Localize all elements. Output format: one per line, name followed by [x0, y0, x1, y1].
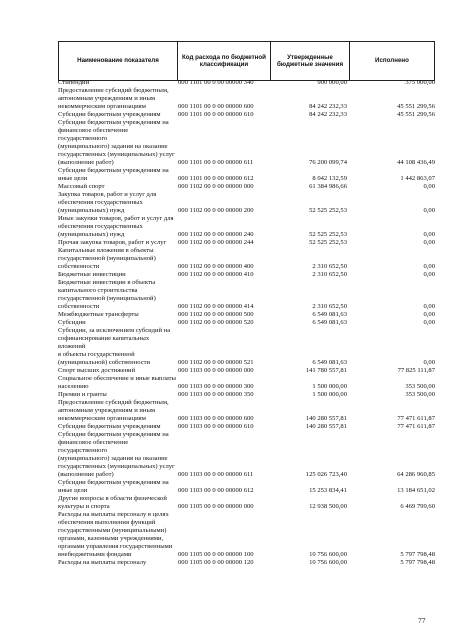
indicator-name: Социальное обеспечение и иные выплаты населению	[58, 375, 176, 390]
executed-value: 0,00	[423, 271, 435, 278]
approved-value: 52 525 252,53	[309, 239, 347, 246]
budget-code: 000 1102 00 0 00 00000 000	[178, 183, 254, 190]
budget-code: 000 1102 00 0 00 00000 200	[178, 207, 254, 214]
budget-code: 000 1103 00 0 00 00000 350	[178, 391, 254, 398]
approved-value: 1 500 000,00	[312, 391, 347, 398]
executed-value: 64 286 960,85	[397, 471, 435, 478]
budget-code: 000 1103 00 0 00 00000 600	[178, 415, 254, 422]
table-row	[58, 423, 435, 431]
executed-value: 77 825 111,87	[397, 367, 435, 374]
approved-value: 1 500 000,00	[312, 383, 347, 390]
approved-value: 125 026 723,40	[305, 471, 347, 478]
indicator-name: Иные закупки товаров, работ и услуг для обеспечения государственных (муниципальных) нужд	[58, 215, 174, 238]
table-body	[58, 79, 435, 567]
table-row	[58, 215, 435, 239]
table-row	[58, 79, 435, 87]
executed-value: 5 797 798,48	[400, 559, 435, 566]
budget-code: 000 1101 00 0 00 00000 600	[178, 103, 254, 110]
budget-code: 000 1102 00 0 00 00000 244	[178, 239, 254, 246]
executed-value: 45 551 299,56	[397, 103, 435, 110]
budget-code: 000 1101 00 0 00 00000 610	[178, 111, 254, 118]
approved-value: 900 000,00	[317, 79, 347, 86]
approved-value: 140 280 557,81	[305, 423, 347, 430]
indicator-name: Субсидии	[58, 319, 86, 326]
approved-value: 61 384 986,66	[309, 183, 347, 190]
executed-value: 44 108 436,49	[397, 159, 435, 166]
budget-code: 000 1102 00 0 00 00000 500	[178, 311, 254, 318]
approved-value: 52 525 252,53	[309, 207, 347, 214]
table-row	[58, 559, 435, 567]
table-row	[58, 367, 435, 375]
page-number: 77	[418, 616, 426, 625]
table-row	[58, 399, 435, 423]
executed-value: 0,00	[423, 311, 435, 318]
budget-code: 000 1105 00 0 00 00000 100	[178, 551, 254, 558]
table-row	[58, 327, 435, 367]
approved-value: 10 756 600,00	[309, 559, 347, 566]
indicator-name: Предоставление субсидий бюджетным, автономным учреждениям и иным некоммерческим организациям	[58, 399, 169, 422]
approved-value: 6 549 081,63	[312, 319, 347, 326]
table-row	[58, 391, 435, 399]
approved-value: 2 310 652,50	[312, 271, 347, 278]
executed-value: 375 000,00	[405, 79, 435, 86]
header-budget-code: Код расхода по бюджетной классификации	[178, 42, 271, 81]
budget-code: 000 1102 00 0 00 00000 520	[178, 319, 254, 326]
table-row	[58, 167, 435, 183]
indicator-name: Расходы на выплаты персоналу	[58, 559, 147, 566]
budget-code: 000 1103 00 0 00 00000 000	[178, 367, 254, 374]
indicator-name: Бюджетные инвестиции в объекты капитального строительства государственной (муниципальной) собственности	[58, 279, 156, 310]
executed-value: 77 471 611,87	[397, 423, 435, 430]
budget-code: 000 1101 00 0 00 00000 612	[178, 175, 254, 182]
budget-code: 000 1103 00 0 00 00000 610	[178, 423, 254, 430]
table-row	[58, 279, 435, 311]
indicator-name: Бюджетные инвестиции	[58, 271, 126, 278]
indicator-name: Субсидии бюджетным учреждениям	[58, 111, 161, 118]
approved-value: 8 042 132,59	[312, 175, 347, 182]
executed-value: 0,00	[423, 263, 435, 270]
indicator-name: Прочая закупка товаров, работ и услуг	[58, 239, 167, 246]
table-row	[58, 239, 435, 247]
approved-value: 10 756 600,00	[309, 551, 347, 558]
budget-code: 000 1102 00 0 00 00000 400	[178, 263, 254, 270]
approved-value: 6 549 081,63	[312, 359, 347, 366]
indicator-name: Субсидии бюджетным учреждениям на финансовое обеспечение государственного (муниципального) задания на оказание государственных (муниципальных) услуг (выполнение работ)	[58, 431, 175, 478]
indicator-name: Межбюджетные трансферты	[58, 311, 139, 318]
approved-value: 15 253 834,41	[309, 487, 347, 494]
table-row	[58, 511, 435, 559]
budget-code: 000 1102 00 0 00 00000 521	[178, 359, 254, 366]
approved-value: 2 310 652,50	[312, 263, 347, 270]
approved-value: 52 525 252,53	[309, 231, 347, 238]
approved-value: 2 310 652,50	[312, 303, 347, 310]
table-row	[58, 319, 435, 327]
executed-value: 0,00	[423, 207, 435, 214]
indicator-name: Субсидии бюджетным учреждениям на финансовое обеспечение государственного (муниципального) задания на оказание государственных (муниципальных) услуг (выполнение работ)	[58, 119, 175, 166]
table-header	[58, 41, 435, 81]
indicator-name: Субсидии, за исключением субсидий на софинансирование капитальных вложений в объекты государственной (муниципальной) собственности	[58, 327, 171, 366]
indicator-name: Премии и гранты	[58, 391, 107, 398]
executed-value: 1 442 863,07	[400, 175, 435, 182]
executed-value: 0,00	[423, 239, 435, 246]
approved-value: 140 280 557,81	[305, 415, 347, 422]
approved-value: 141 780 557,81	[305, 367, 347, 374]
table-row	[58, 87, 435, 111]
budget-code: 000 1103 00 0 00 00000 611	[178, 471, 254, 478]
executed-value: 77 471 611,87	[397, 415, 435, 422]
indicator-name: Субсидии бюджетным учреждениям	[58, 423, 161, 430]
approved-value: 84 242 232,33	[309, 111, 347, 118]
table-row	[58, 247, 435, 271]
indicator-name: Расходы на выплаты персоналу в целях обеспечения выполнения функций государственными (муниципальными) органами, казенными учреждениями, органами управления государственными внебюджетными фондами	[58, 511, 173, 558]
indicator-name: Субсидии бюджетным учреждениям на иные цели	[58, 167, 169, 182]
table-row	[58, 495, 435, 511]
indicator-name: Массовый спорт	[58, 183, 105, 190]
budget-code: 000 1102 00 0 00 00000 410	[178, 271, 254, 278]
budget-code: 000 1103 00 0 00 00000 300	[178, 383, 254, 390]
budget-code: 000 1103 00 0 00 00000 612	[178, 487, 254, 494]
indicator-name: Предоставление субсидий бюджетным, автономным учреждениям и иным некоммерческим организациям	[58, 87, 169, 110]
executed-value: 0,00	[423, 359, 435, 366]
indicator-name: Другие вопросы в области физической культуры и спорта	[58, 495, 167, 510]
executed-value: 353 500,00	[405, 391, 435, 398]
indicator-name: Капитальные вложения в объекты государственной (муниципальной) собственности	[58, 247, 156, 270]
executed-value: 0,00	[423, 231, 435, 238]
executed-value: 5 797 798,48	[400, 551, 435, 558]
table-row	[58, 375, 435, 391]
budget-code: 000 1102 00 0 00 00000 240	[178, 231, 254, 238]
table-row	[58, 271, 435, 279]
indicator-name: Субсидии бюджетным учреждениям на иные цели	[58, 479, 169, 494]
approved-value: 6 549 081,63	[312, 311, 347, 318]
budget-code: 000 1105 00 0 00 00000 000	[178, 503, 254, 510]
executed-value: 45 551 299,56	[397, 111, 435, 118]
budget-code: 000 1105 00 0 00 00000 120	[178, 559, 254, 566]
table-row	[58, 431, 435, 479]
indicator-name: Закупка товаров, работ и услуг для обеспечения государственных (муниципальных) нужд	[58, 191, 157, 214]
table-row	[58, 311, 435, 319]
approved-value: 84 242 232,33	[309, 103, 347, 110]
approved-value: 76 200 099,74	[309, 159, 347, 166]
executed-value: 0,00	[423, 303, 435, 310]
table-row	[58, 191, 435, 215]
table-row	[58, 479, 435, 495]
table-row	[58, 183, 435, 191]
approved-value: 12 938 500,00	[309, 503, 347, 510]
table-row	[58, 119, 435, 167]
header-approved-values: Утвержденные бюджетные значения	[271, 42, 350, 81]
header-executed: Исполнено	[350, 42, 435, 81]
executed-value: 6 469 799,60	[400, 503, 435, 510]
executed-value: 0,00	[423, 319, 435, 326]
executed-value: 13 184 651,02	[397, 487, 435, 494]
budget-code: 000 1102 00 0 00 00000 414	[178, 303, 254, 310]
budget-code: 000 1101 00 0 00 00000 340	[178, 79, 254, 86]
indicator-name: Стипендии	[58, 79, 90, 86]
executed-value: 0,00	[423, 183, 435, 190]
table-row	[58, 111, 435, 119]
budget-code: 000 1101 00 0 00 00000 611	[178, 159, 254, 166]
executed-value: 353 500,00	[405, 383, 435, 390]
indicator-name: Спорт высших достижений	[58, 367, 136, 374]
header-indicator-name: Наименование показателя	[59, 42, 178, 81]
